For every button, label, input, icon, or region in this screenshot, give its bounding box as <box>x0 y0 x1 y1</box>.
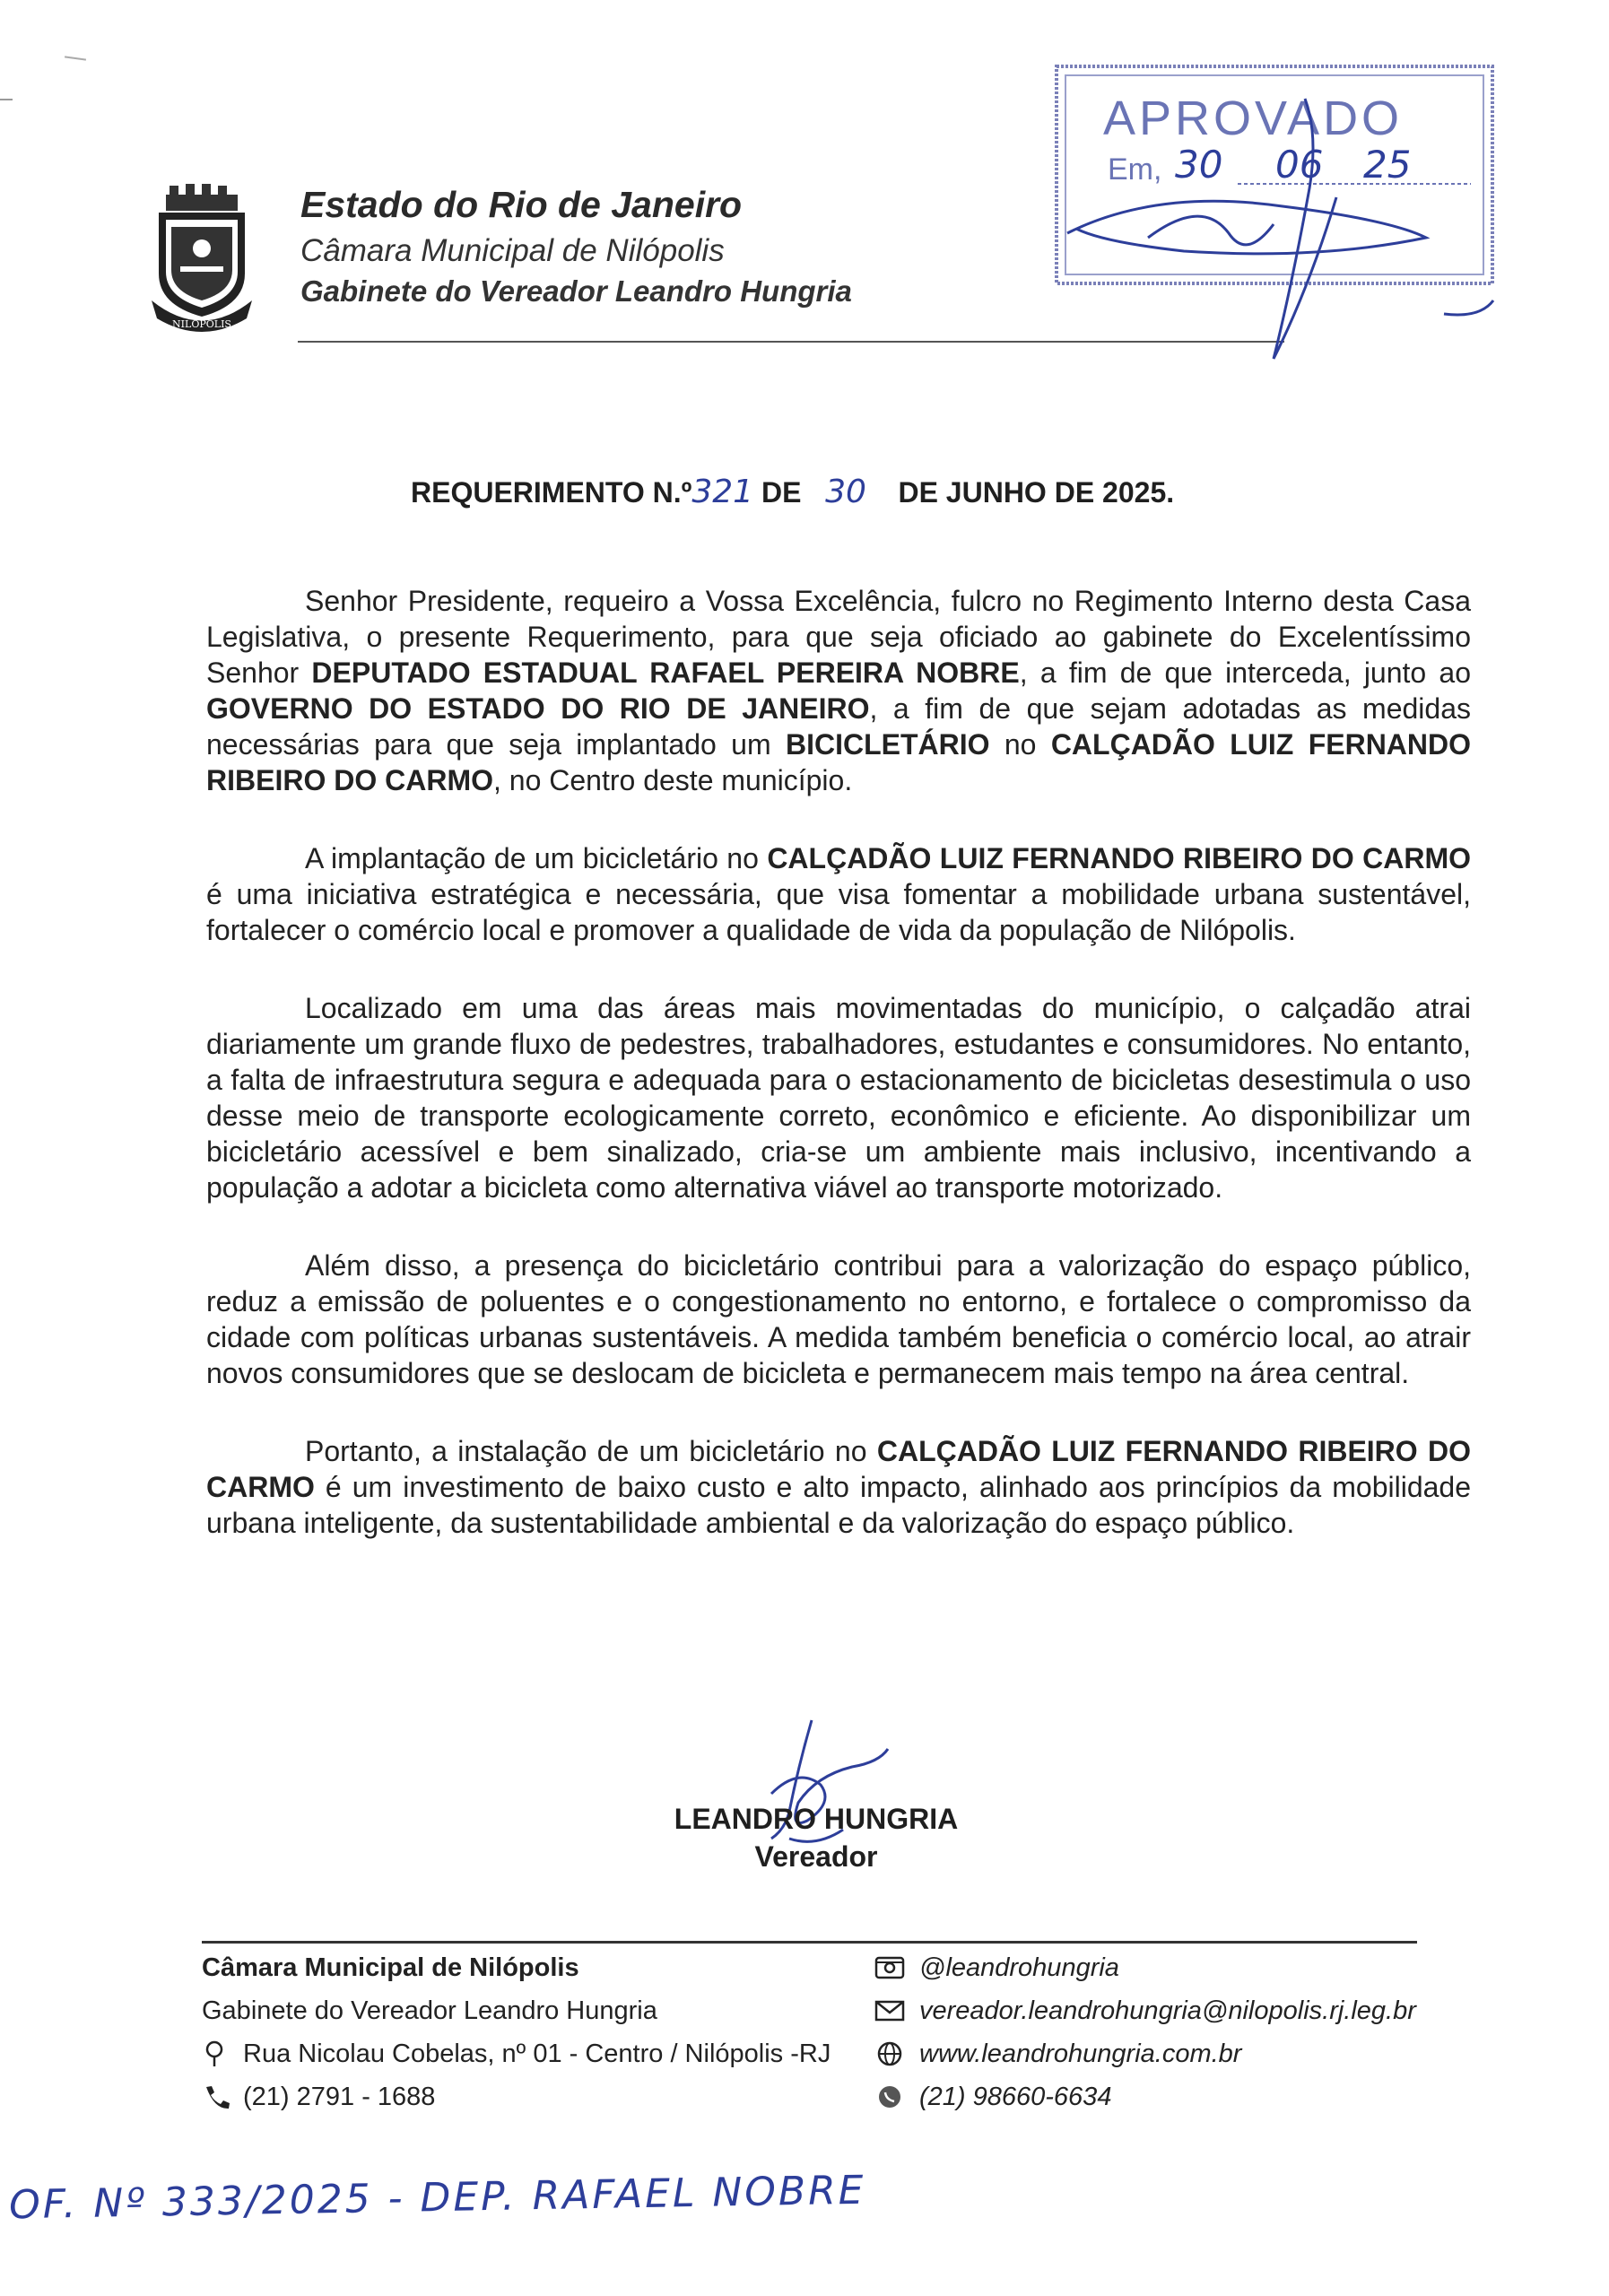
stamp-date-year: 25 <box>1363 143 1412 187</box>
header-title: Estado do Rio de Janeiro <box>300 184 743 225</box>
paragraph: Portanto, a instalação de um bicicletário no CALÇADÃO LUIZ FERNANDO RIBEIRO DO CARMO é um investimento de baixo custo e alto impacto, alinhado aos princípios da mobilidade urbana inteligente, da sustentabilidade ambiental e da valorização do espaço público. <box>206 1435 1472 1539</box>
footer-address: Rua Nicolau Cobelas, nº 01 - Centro / Nilópolis -RJ <box>243 2039 831 2068</box>
header-subtitle: Câmara Municipal de Nilópolis <box>300 233 725 268</box>
email-icon <box>874 1997 905 2024</box>
paragraph: Além disso, a presença do bicicletário contribui para a valorização do espaço público, reduz a emissão de poluentes e o congestionamento no entorno, e fortalece o compromisso da cidade com políticas urbanas sustentáveis. A medida também beneficia o comércio local, ao atrair novos consumidores que se deslocam de bicicleta e permanecem mais tempo na área central. <box>206 1249 1471 1389</box>
emphasis-text: BICICLETÁRIO <box>785 728 990 761</box>
approved-stamp <box>1049 63 1498 368</box>
stamp-label: APROVADO <box>1103 91 1404 145</box>
footer-org: Câmara Municipal de Nilópolis <box>202 1953 579 1982</box>
document-body <box>206 583 1471 1583</box>
scan-mark <box>0 99 13 100</box>
paragraph: Senhor Presidente, requeiro a Vossa Excelência, fulcro no Regimento Interno desta Casa Legislativa, o presente Requerimento, para que seja oficiado ao gabinete do Excelentíssimo Senhor DEPUTADO ESTADUAL RAFAEL PEREIRA NOBRE, a fim de que interceda, junto ao GOVERNO DO ESTADO DO RIO DE JANEIRO, a fim de que sejam adotadas as medidas necessárias para que seja implantado um BICICLETÁRIO no CALÇADÃO LUIZ FERNANDO RIBEIRO DO CARMO, no Centro deste município. <box>206 585 1472 796</box>
requirement-title <box>411 474 1174 510</box>
phone-icon <box>202 2083 232 2110</box>
footer-email: vereador.leandrohungria@nilopolis.rj.leg.br <box>919 1996 1416 2025</box>
requirement-number: 321 <box>691 474 754 510</box>
stamp-date-month: 06 <box>1275 143 1324 187</box>
header-office: Gabinete do Vereador Leandro Hungria <box>300 274 852 308</box>
crest-banner-text: NILÓPOLIS <box>172 318 231 330</box>
requirement-day: 30 <box>825 474 866 510</box>
emphasis-text: GOVERNO DO ESTADO DO RIO DE JANEIRO <box>206 692 870 725</box>
footer-whatsapp: (21) 98660-6634 <box>919 2083 1112 2111</box>
whatsapp-icon <box>874 2083 905 2110</box>
scan-mark <box>65 56 86 60</box>
stamp-date-prefix: Em, <box>1108 152 1162 187</box>
instagram-icon <box>874 1954 905 1981</box>
paragraph: A implantação de um bicicletário no CALÇADÃO LUIZ FERNANDO RIBEIRO DO CARMO é uma iniciativa estratégica e necessária, que visa fomentar a mobilidade urbana sustentável, fortalecer o comércio local e promover a qualidade de vida da população de Nilópolis. <box>206 842 1472 946</box>
globe-icon <box>874 2040 905 2067</box>
title-prefix: REQUERIMENTO N.º <box>411 476 692 509</box>
emphasis-text: DEPUTADO ESTADUAL RAFAEL PEREIRA NOBRE <box>311 657 1020 689</box>
footer-website: www.leandrohungria.com.br <box>919 2039 1242 2068</box>
footer-office: Gabinete do Vereador Leandro Hungria <box>202 1996 657 2025</box>
signer-name: LEANDRO HUNGRIA <box>674 1803 959 1835</box>
footer-divider <box>202 1941 1417 1944</box>
location-pin-icon <box>202 2040 232 2067</box>
footer-contact-right <box>874 1946 1416 2118</box>
stamp-date-day: 30 <box>1175 143 1223 187</box>
paragraph: Localizado em uma das áreas mais movimentadas do município, o calçadão atrai diariamente um grande fluxo de pedestres, trabalhadores, estudantes e consumidores. No entanto, a falta de infraestrutura segura e adequada para o estacionamento de bicicletas desestimula o uso desse meio de transporte ecologicamente correto, econômico e eficiente. Ao disponibilizar um bicicletário acessível e bem sinalizado, cria-se um ambiente mais inclusivo, incentivando a população a adotar a bicicleta como alternativa viável ao transporte motorizado. <box>206 992 1471 1204</box>
title-de: DE <box>761 476 802 509</box>
footer-phone: (21) 2791 - 1688 <box>243 2083 436 2111</box>
municipal-crest-icon <box>148 184 256 336</box>
footer-contact-left <box>202 1946 831 2118</box>
emphasis-text: CALÇADÃO LUIZ FERNANDO RIBEIRO DO CARMO <box>206 1435 1472 1503</box>
signer-role: Vereador <box>754 1840 878 1873</box>
footer-instagram: @leandrohungria <box>919 1953 1119 1982</box>
handwritten-office-note: OF. Nº 333/2025 - DEP. RAFAEL NOBRE <box>8 2167 866 2229</box>
title-suffix: DE JUNHO DE 2025. <box>898 476 1175 509</box>
emphasis-text: CALÇADÃO LUIZ FERNANDO RIBEIRO DO CARMO <box>767 842 1472 874</box>
emphasis-text: CALÇADÃO LUIZ FERNANDO RIBEIRO DO CARMO <box>206 728 1472 796</box>
